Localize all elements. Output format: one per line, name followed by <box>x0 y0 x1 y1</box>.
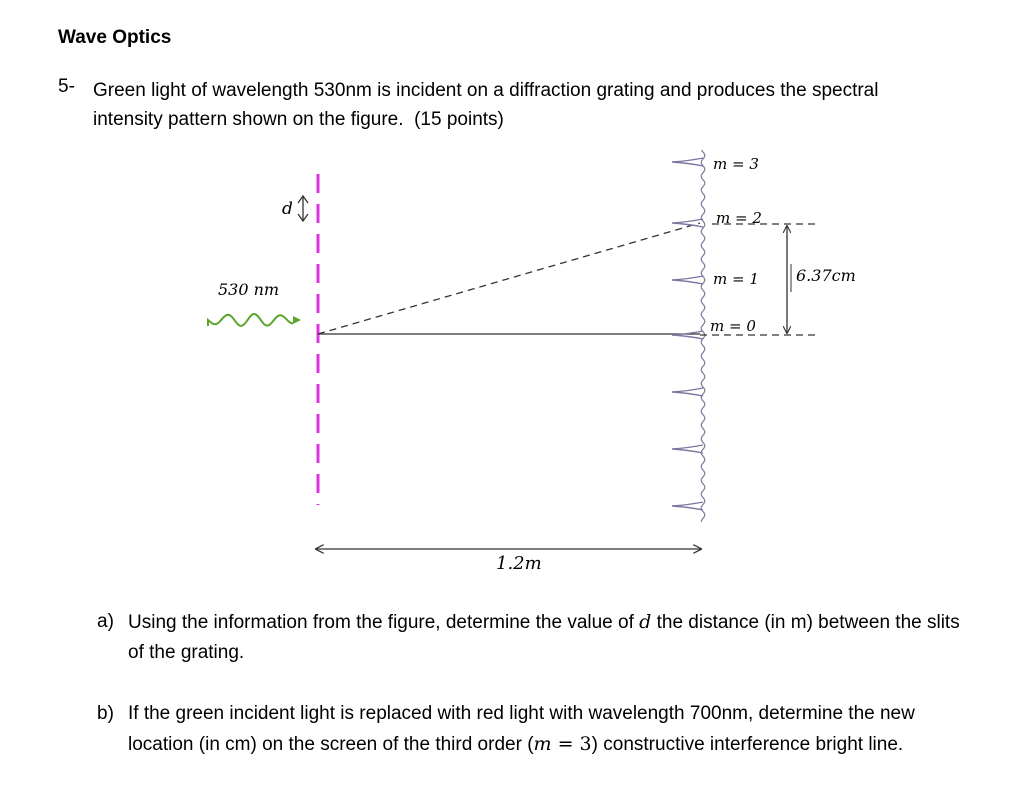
part-b-label: b) <box>97 703 114 724</box>
part-a-text-before: Using the information from the figure, determine the value of <box>128 612 640 633</box>
d-arrow-icon <box>298 196 308 221</box>
height-label: 6.37cm <box>796 266 856 285</box>
part-b-text-after: ) constructive interference bright line. <box>591 734 904 755</box>
part-a-label: a) <box>97 611 114 632</box>
intensity-peak-5 <box>672 445 703 453</box>
wave-arrowhead-icon <box>293 316 301 324</box>
part-b-text <box>128 699 973 760</box>
d-label: d <box>282 199 293 219</box>
question-number: 5- <box>58 76 75 97</box>
question-points: (15 points) <box>414 109 504 130</box>
part-b-math-var: m <box>533 733 552 755</box>
question-body: Green light of wavelength 530nm is incident on a diffraction grating and produces the spectral intensity pattern shown on the figure. <box>93 80 879 130</box>
intensity-peak-3 <box>672 331 703 339</box>
intensity-pattern <box>701 150 705 522</box>
part-b-text-before: If the green incident light is replaced with red light with wavelength 700nm, determine the new location (in cm) on the screen of the third order ( <box>128 703 915 755</box>
order-label-m1: m = 1 <box>713 270 759 288</box>
diffracted-ray <box>318 223 700 334</box>
distance-label: 1.2m <box>496 553 542 574</box>
part-a-text-after: the distance (in m) between the slits of the grating. <box>128 612 960 663</box>
intensity-peak-4 <box>672 388 703 396</box>
part-a-text <box>128 607 973 668</box>
intensity-peak-6 <box>672 502 703 510</box>
order-label-m0: m = 0 <box>710 317 756 335</box>
section-title: Wave Optics <box>58 27 172 48</box>
order-label-m2: m = 2 <box>716 209 762 227</box>
intensity-peak-0 <box>672 158 703 166</box>
wavelength-label: 530 nm <box>218 280 280 299</box>
order-label-m3: m = 3 <box>713 155 759 173</box>
part-a-math: d <box>639 611 652 633</box>
intensity-peak-2 <box>672 276 703 284</box>
incident-wave-icon <box>208 314 293 326</box>
part-b-math-eq: = 3 <box>551 733 592 755</box>
